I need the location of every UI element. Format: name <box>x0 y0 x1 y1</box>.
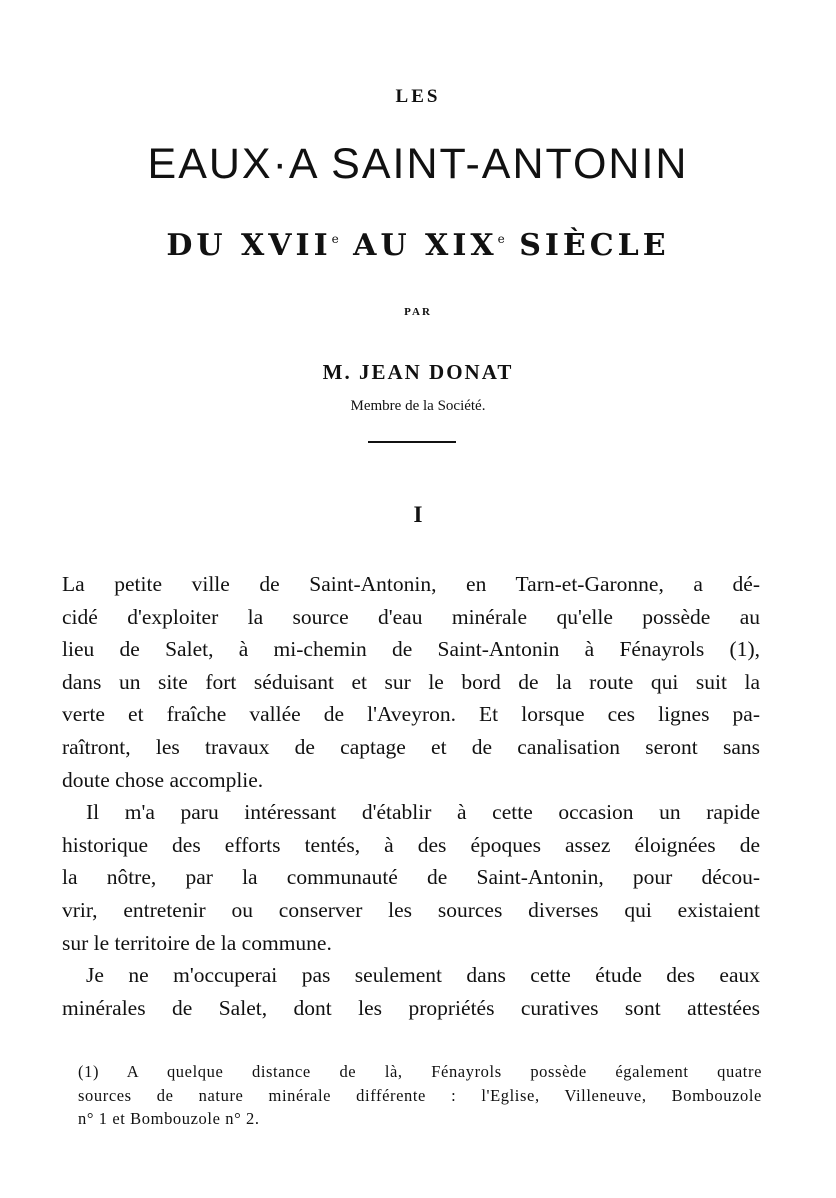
footnote-line: sources de nature minérale différente : l'Eglise, Villeneuve, Bombouzole <box>78 1085 762 1105</box>
body-line: doute chose accomplie. <box>62 767 264 792</box>
body-line: vrir, entretenir ou conserver les sources diverses qui existaient <box>62 897 760 922</box>
body-line: verte et fraîche vallée de l'Aveyron. Et lorsque ces lignes pa- <box>62 702 760 727</box>
subtitle <box>0 228 836 263</box>
subtitle-superscript-2: e <box>497 232 505 246</box>
title-prefix: LES <box>395 86 441 107</box>
body-text <box>62 568 760 1024</box>
footnote-line: (1) A quelque distance de là, Fénayrols possède également quatre <box>78 1062 762 1081</box>
body-line: minérales de Salet, dont les propriétés curatives sont attestées <box>62 995 760 1020</box>
body-line: dans un site fort séduisant et sur le bord de la route qui suit la <box>62 669 760 694</box>
body-line: lieu de Salet, à mi-chemin de Saint-Antonin à Fénayrols (1), <box>62 637 760 662</box>
body-line: cidé d'exploiter la source d'eau minérale qu'elle possède au <box>62 604 760 629</box>
subtitle-part-2: AU XIX <box>338 228 498 263</box>
subtitle-superscript-1: e <box>331 232 339 246</box>
body-line: sur le territoire de la commune. <box>62 930 332 955</box>
body-line: raîtront, les travaux de captage et de canalisation seront sans <box>62 734 760 759</box>
subtitle-part-3: SIÈCLE <box>504 228 670 263</box>
body-line: la nôtre, par la communauté de Saint-Antonin, pour décou- <box>62 865 760 890</box>
author-affiliation: Membre de la Société. <box>350 398 486 414</box>
body-line: La petite ville de Saint-Antonin, en Tarn-et-Garonne, a dé- <box>62 572 760 596</box>
subtitle-part-1: DU XVII <box>166 228 332 263</box>
body-line: Il m'a paru intéressant d'établir à cette occasion un rapide <box>86 800 760 825</box>
divider <box>368 441 456 443</box>
body-line: Je ne m'occuperai pas seulement dans cette étude des eaux <box>86 963 760 988</box>
body-line: historique des efforts tentés, à des époques assez éloignées de <box>62 832 760 857</box>
page-title: EAUX·A SAINT-ANTONIN <box>147 140 689 188</box>
footnote-line: n° 1 et Bombouzole n° 2. <box>78 1109 260 1128</box>
by-label: PAR <box>404 306 432 318</box>
section-number: I <box>413 502 423 527</box>
author-name: M. JEAN DONAT <box>322 360 514 384</box>
footnote <box>78 1060 762 1131</box>
